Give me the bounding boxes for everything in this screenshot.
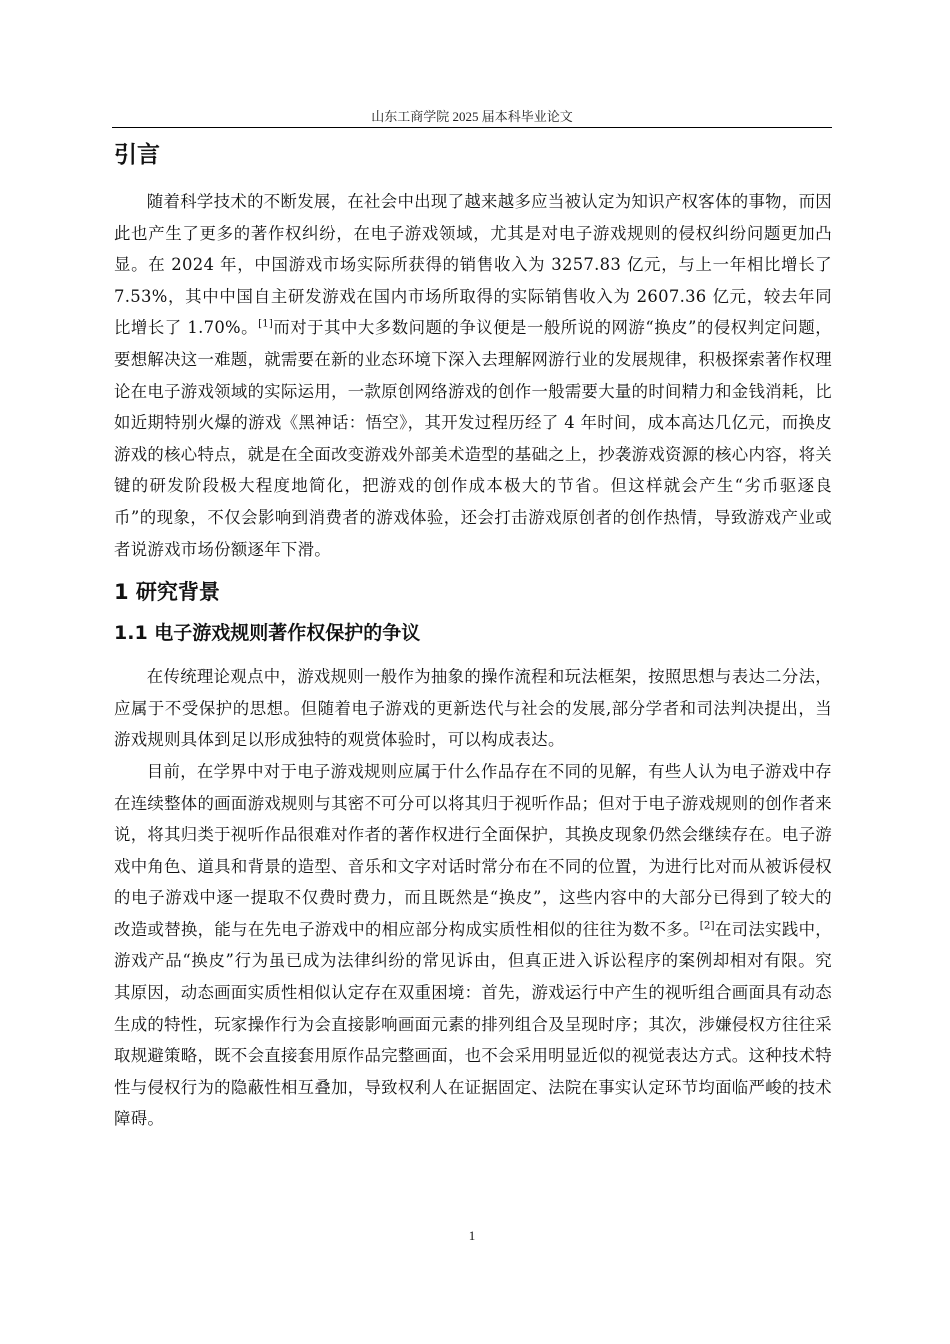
page-header: 山东工商学院 2025 届本科毕业论文 (371, 109, 573, 124)
header-rule (112, 127, 832, 128)
intro-heading: 引言 (114, 142, 160, 168)
section-1-1-heading: 1.1 电子游戏规则著作权保护的争议 (114, 622, 421, 645)
citation-1: [1] (258, 318, 274, 330)
intro-paragraph (114, 186, 832, 565)
intro-text-part2: 而对于其中大多数问题的争议便是一般所说的网游“换皮”的侵权判定问题，要想解决这一难题，就需要在新的业态环境下深入去理解网游行业的发展规律，积极探索著作权理论在电子游戏领域的实际运用，一款原创网络游戏的创作一般需要大量的时间精力和金钱消耗，比如近期特别火爆的游戏《黑神话：悟空》，其开发过程历经了 4 年时间，成本高达几亿元，而换皮游戏的核心特点，就是在全面改变游戏外部美术造型的基础之上，抄袭游戏资源的核心内容，将关键的研发阶段极大程度地简化，把游戏的创作成本极大的节省。但这样就会产生“劣币驱逐良币”的现象，不仅会影响到消费者的游戏体验，还会打击游戏原创者的创作热情，导致游戏产业或者说游戏市场份额逐年下滑。 (114, 318, 832, 559)
citation-2: [2] (699, 920, 715, 932)
section-1-heading: 1 研究背景 (114, 580, 220, 605)
section-1-1-paragraph-2 (114, 756, 832, 1135)
document-body (114, 138, 832, 1135)
paragraph-2-text-part2: 在司法实践中，游戏产品“换皮”行为虽已成为法律纠纷的常见诉由，但真正进入诉讼程序的案例却相对有限。究其原因，动态画面实质性相似认定存在双重困境：首先，游戏运行中产生的视听组合画面具有动态生成的特性，玩家操作行为会直接影响画面元素的排列组合及呈现时序；其次，涉嫌侵权方往往采取规避策略，既不会直接套用原作品完整画面，也不会采用明显近似的视觉表达方式。这种技术特性与侵权行为的隐蔽性相互叠加，导致权利人在证据固定、法院在事实认定环节均面临严峻的技术障碍。 (114, 919, 832, 1129)
page-number: 1 (468, 1228, 476, 1243)
intro-text-part1: 随着科学技术的不断发展，在社会中出现了越来越多应当被认定为知识产权客体的事物，而因此也产生了更多的著作权纠纷，在电子游戏领域，尤其是对电子游戏规则的侵权纠纷问题更加凸显。在 2024 年，中国游戏市场实际所获得的销售收入为 3257.83 亿元，与上一年相比增长了 7.53%，其中中国自主研发游戏在国内市场所取得的实际销售收入为 2607.36 亿元，较去年同比增长了 1.70%。 (114, 192, 832, 338)
paragraph-2-text-part1: 目前，在学界中对于电子游戏规则应属于什么作品存在不同的见解，有些人认为电子游戏中存在连续整体的画面游戏规则与其密不可分可以将其归于视听作品；但对于电子游戏规则的创作者来说，将其归类于视听作品很难对作者的著作权进行全面保护，其换皮现象仍然会继续存在。电子游戏中角色、道具和背景的造型、音乐和文字对话时常分布在不同的位置，为进行比对而从被诉侵权的电子游戏中逐一提取不仅费时费力，而且既然是“换皮”，这些内容中的大部分已得到了较大的改造或替换，能与在先电子游戏中的相应部分构成实质性相似的往往为数不多。 (114, 761, 832, 939)
section-1-1-paragraph-1: 在传统理论观点中，游戏规则一般作为抽象的操作流程和玩法框架，按照思想与表达二分法，应属于不受保护的思想。但随着电子游戏的更新迭代与社会的发展,部分学者和司法判决提出，当游戏规则具体到足以形成独特的观赏体验时，可以构成表达。 (114, 667, 832, 750)
